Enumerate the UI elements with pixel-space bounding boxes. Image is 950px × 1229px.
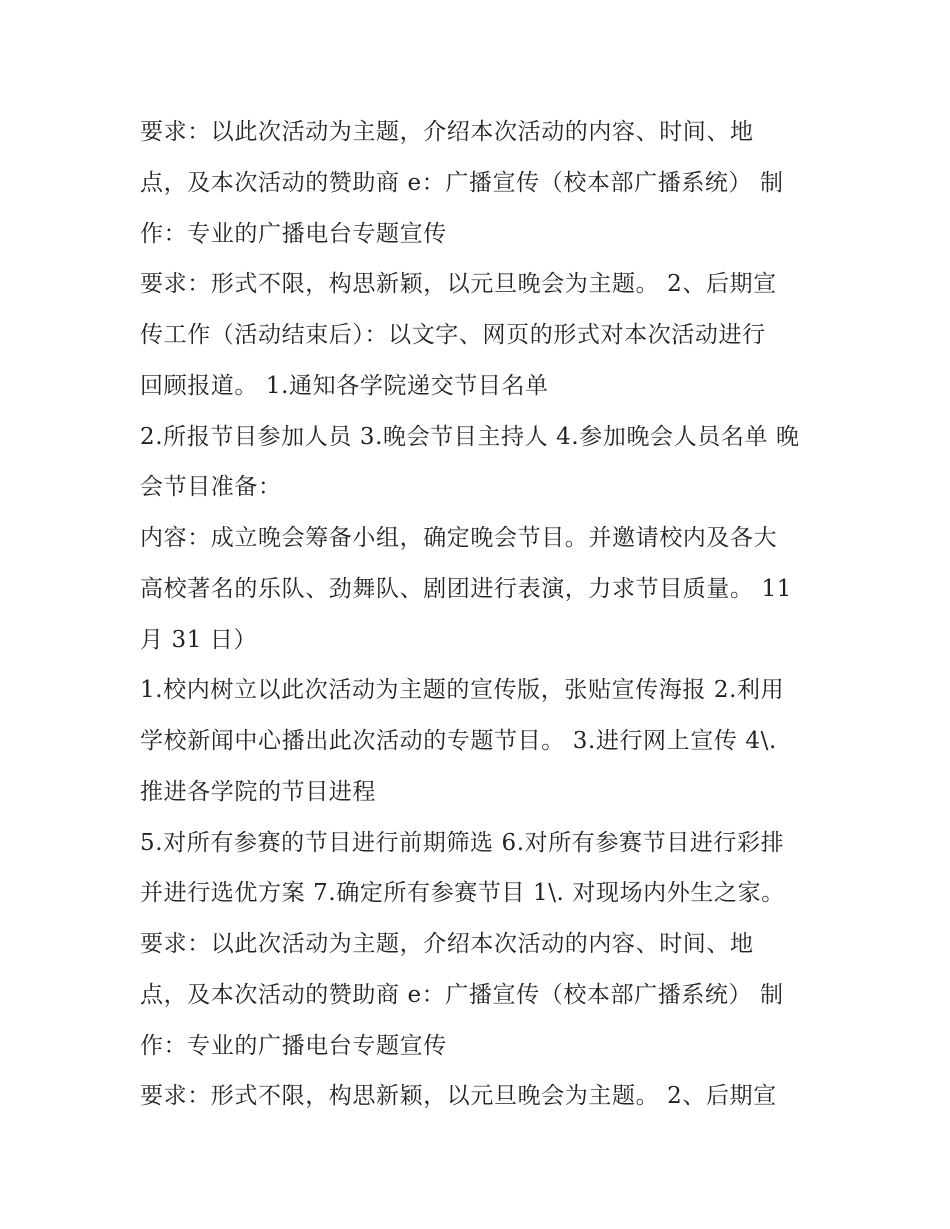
text-line: 要求：以此次活动为主题，介绍本次活动的内容、时间、地: [140, 119, 754, 145]
text-line: 传工作（活动结束后）：以文字、网页的形式对本次活动进行: [140, 322, 766, 348]
text-line: 要求：形式不限，构思新颖，以元旦晚会为主题。 2、后期宣: [140, 271, 777, 298]
text-line: 2.所报节目参加人员 3.晚会节目主持人 4.参加晚会人员名单 晚: [140, 423, 800, 450]
text-line: 作：专业的广播电台专题宣传: [140, 220, 447, 247]
text-line: 点，及本次活动的赞助商 e：广播宣传（校本部广播系统） 制: [140, 169, 784, 196]
text-line: 5.对所有参赛的节目进行前期筛选 6.对所有参赛节目进行彩排: [140, 829, 785, 856]
text-line: 1.校内树立以此次活动为主题的宣传版，张贴宣传海报 2.利用: [140, 677, 785, 704]
text-line: 高校著名的乐队、劲舞队、剧团进行表演，力求节目质量。 11: [140, 575, 792, 602]
text-line: 月 31 日）: [140, 626, 258, 653]
text-line: 内容：成立晚会筹备小组，确定晚会节目。并邀请校内及各大: [140, 525, 778, 551]
document-body: [140, 107, 820, 1122]
text-line: 并进行选优方案 7.确定所有参赛节目 1\. 对现场内外生之家。: [140, 880, 785, 907]
text-line: 要求：形式不限，构思新颖，以元旦晚会为主题。 2、后期宣: [140, 1083, 777, 1110]
text-line: 要求：以此次活动为主题，介绍本次活动的内容、时间、地: [140, 931, 754, 957]
text-line: 推进各学院的节目进程: [140, 778, 376, 805]
text-line: 学校新闻中心播出此次活动的专题节目。 3.进行网上宣传 4\.: [140, 728, 777, 754]
text-line: 回顾报道。 1.通知各学院递交节目名单: [140, 372, 549, 399]
text-line: 点，及本次活动的赞助商 e：广播宣传（校本部广播系统） 制: [140, 981, 784, 1008]
text-line: 作：专业的广播电台专题宣传: [140, 1032, 447, 1059]
text-line: 会节目准备：: [140, 474, 282, 501]
